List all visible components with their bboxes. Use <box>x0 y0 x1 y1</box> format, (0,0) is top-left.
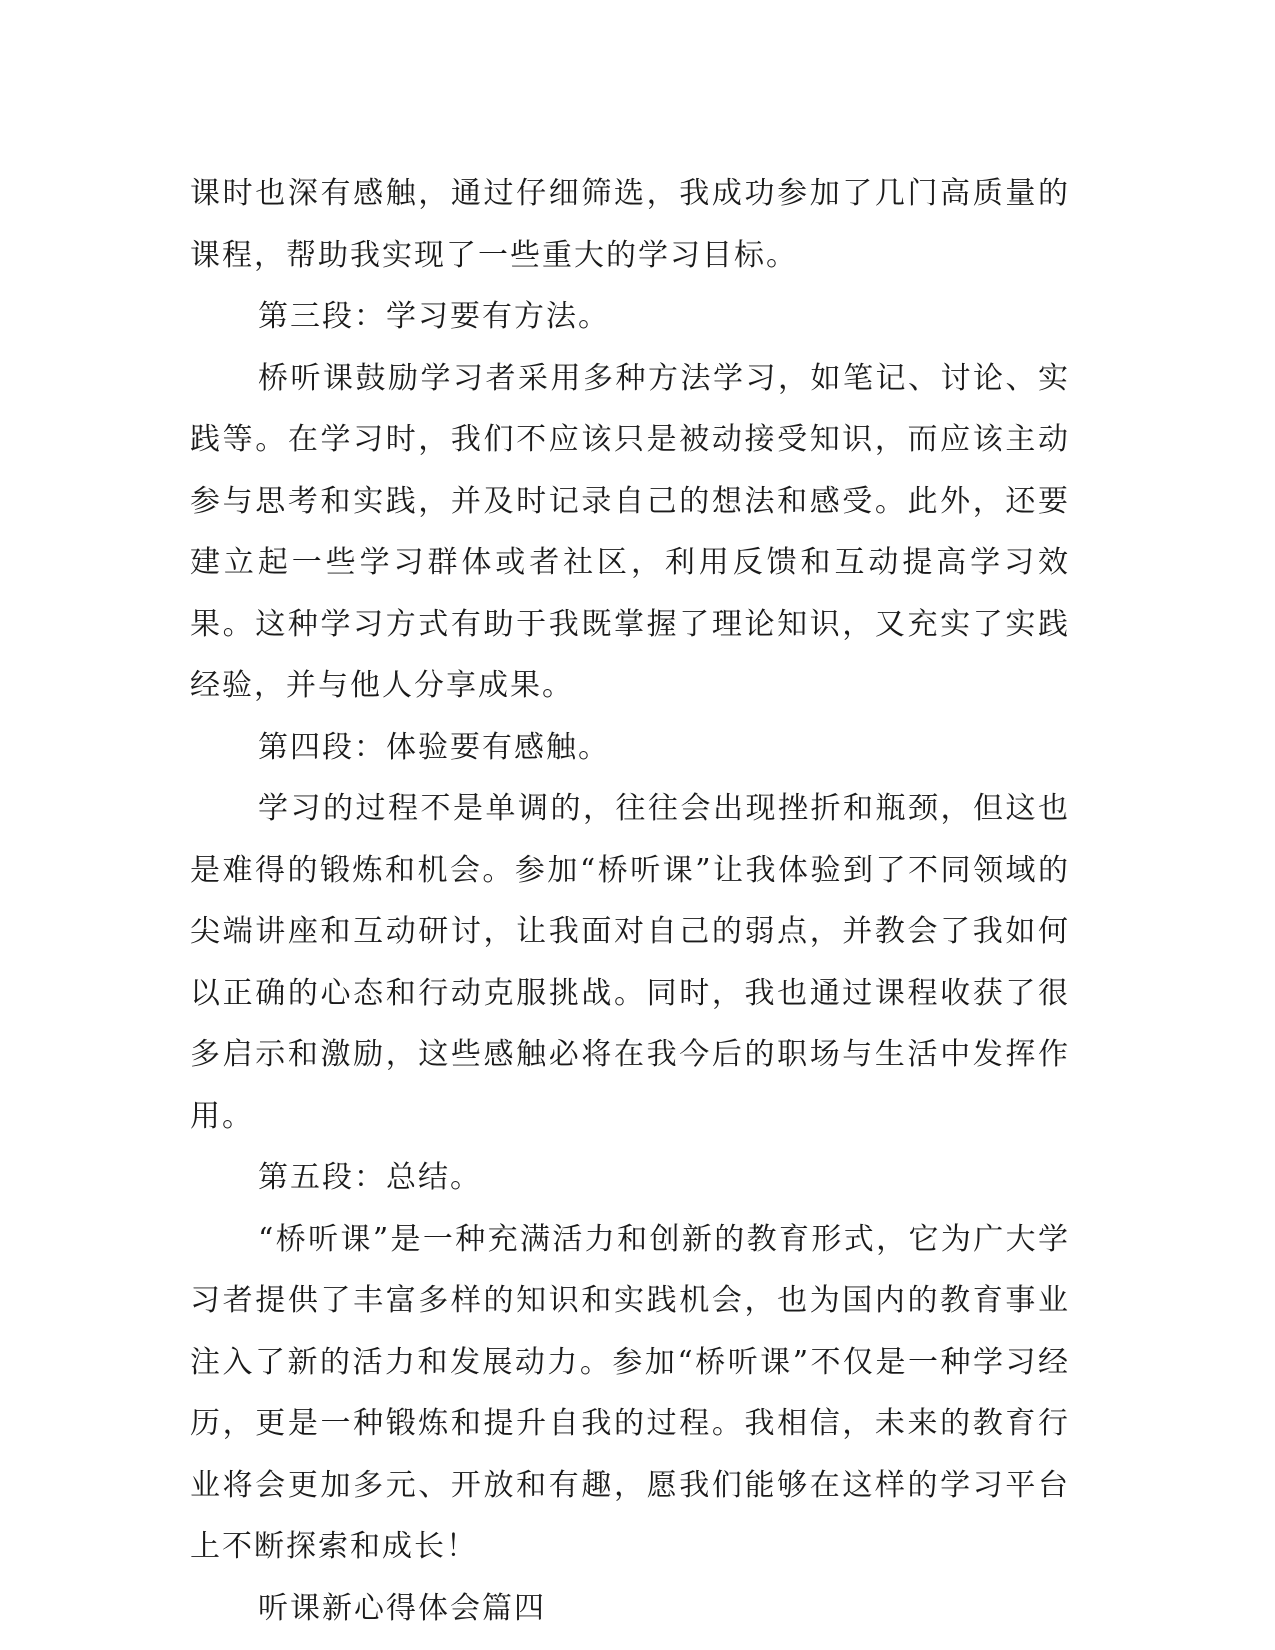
article-title-next: 听课新心得体会篇四 <box>258 1590 546 1626</box>
section-heading-5: 第五段：总结。 <box>258 1160 482 1195</box>
paragraph-summary: “桥听课”是一种充满活力和创新的教育形式，它为广大学习者提供了丰富多样的知识和实践机会，也为国内的教育事业注入了新的活力和发展动力。参加“桥听课”不仅是一种学习经历，更是一种锻炼和提升自我的过程。我相信，未来的教育行业将会更加多元、开放和有趣，愿我们能够在这样的学习平台上不断探索和成长！ <box>190 1221 1070 1564</box>
paragraph-continuation: 课时也深有感触，通过仔细筛选，我成功参加了几门高质量的课程，帮助我实现了一些重大的学习目标。 <box>190 176 1070 273</box>
section-heading-3: 第三段：学习要有方法。 <box>258 299 610 334</box>
paragraph-method: 桥听课鼓励学习者采用多种方法学习，如笔记、讨论、实践等。在学习时，我们不应该只是被动接受知识，而应该主动参与思考和实践，并及时记录自己的想法和感受。此外，还要建立起一些学习群体或者社区，利用反馈和互动提高学习效果。这种学习方式有助于我既掌握了理论知识，又充实了实践经验，并与他人分享成果。 <box>190 360 1070 703</box>
section-heading-4: 第四段：体验要有感触。 <box>258 729 610 765</box>
paragraph-experience: 学习的过程不是单调的，往往会出现挫折和瓶颈，但这也是难得的锻炼和机会。参加“桥听课”让我体验到了不同领域的尖端讲座和互动研讨，让我面对自己的弱点，并教会了我如何以正确的心态和行动克服挑战。同时，我也通过课程收获了很多启示和激励，这些感触必将在我今后的职场与生活中发挥作用。 <box>190 791 1070 1134</box>
document-body <box>190 163 1070 1639</box>
